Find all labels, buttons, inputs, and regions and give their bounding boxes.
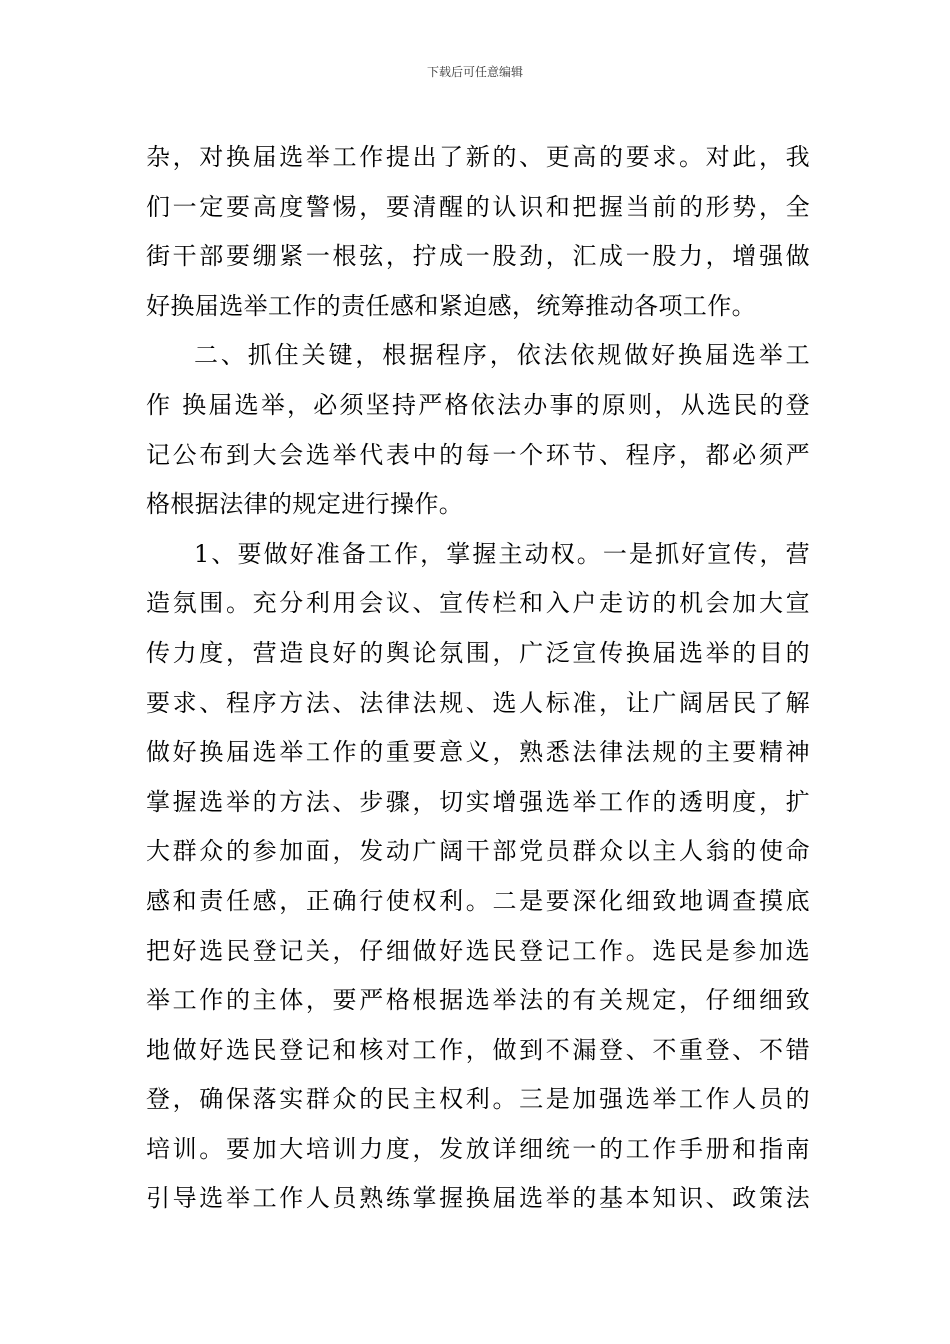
text-line-21: 培训。要加大培训力度，发放详细统一的工作手册和指南 xyxy=(146,1134,810,1163)
text-line-18: 举工作的主体，要严格根据选举法的有关规定，仔细细致 xyxy=(146,986,810,1015)
text-line-3: 街干部要绷紧一根弦，拧成一股劲，汇成一股力，增强做 xyxy=(146,242,810,271)
page-header: 下载后可任意编辑 xyxy=(426,65,523,79)
text-line-19: 地做好选民登记和核对工作，做到不漏登、不重登、不错 xyxy=(146,1035,810,1064)
text-line-16: 感和责任感，正确行使权利。二是要深化细致地调查摸底 xyxy=(146,886,810,915)
text-line-10: 造氛围。充分利用会议、宣传栏和入户走访的机会加大宣 xyxy=(146,589,810,618)
text-line-4: 好换届选举工作的责任感和紧迫感，统筹推动各项工作。 xyxy=(146,291,756,320)
text-line-8: 格根据法律的规定进行操作。 xyxy=(146,490,464,519)
text-line-11: 传力度，营造良好的舆论氛围，广泛宣传换届选举的目的 xyxy=(146,638,810,667)
text-line-5: 二、抓住关键，根据程序，依法依规做好换届选举工 xyxy=(194,341,810,370)
text-line-12: 要求、程序方法、法律法规、选人标准，让广阔居民了解 xyxy=(146,688,810,717)
text-line-7: 记公布到大会选举代表中的每一个环节、程序，都必须严 xyxy=(146,440,810,469)
text-line-20: 登，确保落实群众的民主权利。三是加强选举工作人员的 xyxy=(146,1085,810,1114)
text-line-13: 做好换届选举工作的重要意义，熟悉法律法规的主要精神 xyxy=(146,738,810,767)
text-line-9: 1、要做好准备工作，掌握主动权。一是抓好宣传，营 xyxy=(194,539,810,568)
text-line-17: 把好选民登记关，仔细做好选民登记工作。选民是参加选 xyxy=(146,936,810,965)
text-line-1: 杂，对换届选举工作提出了新的、更高的要求。对此，我 xyxy=(146,143,810,171)
text-line-22: 引导选举工作人员熟练掌握换届选举的基本知识、政策法 xyxy=(146,1184,810,1213)
text-line-15: 大群众的参加面，发动广阔干部党员群众以主人翁的使命 xyxy=(146,837,810,866)
text-line-6: 作 换届选举，必须坚持严格依法办事的原则，从选民的登 xyxy=(146,390,810,419)
document-body xyxy=(146,133,810,1224)
text-line-14: 掌握选举的方法、步骤，切实增强选举工作的透明度，扩 xyxy=(146,787,810,816)
text-line-2: 们一定要高度警惕，要清醒的认识和把握当前的形势，全 xyxy=(146,192,810,221)
